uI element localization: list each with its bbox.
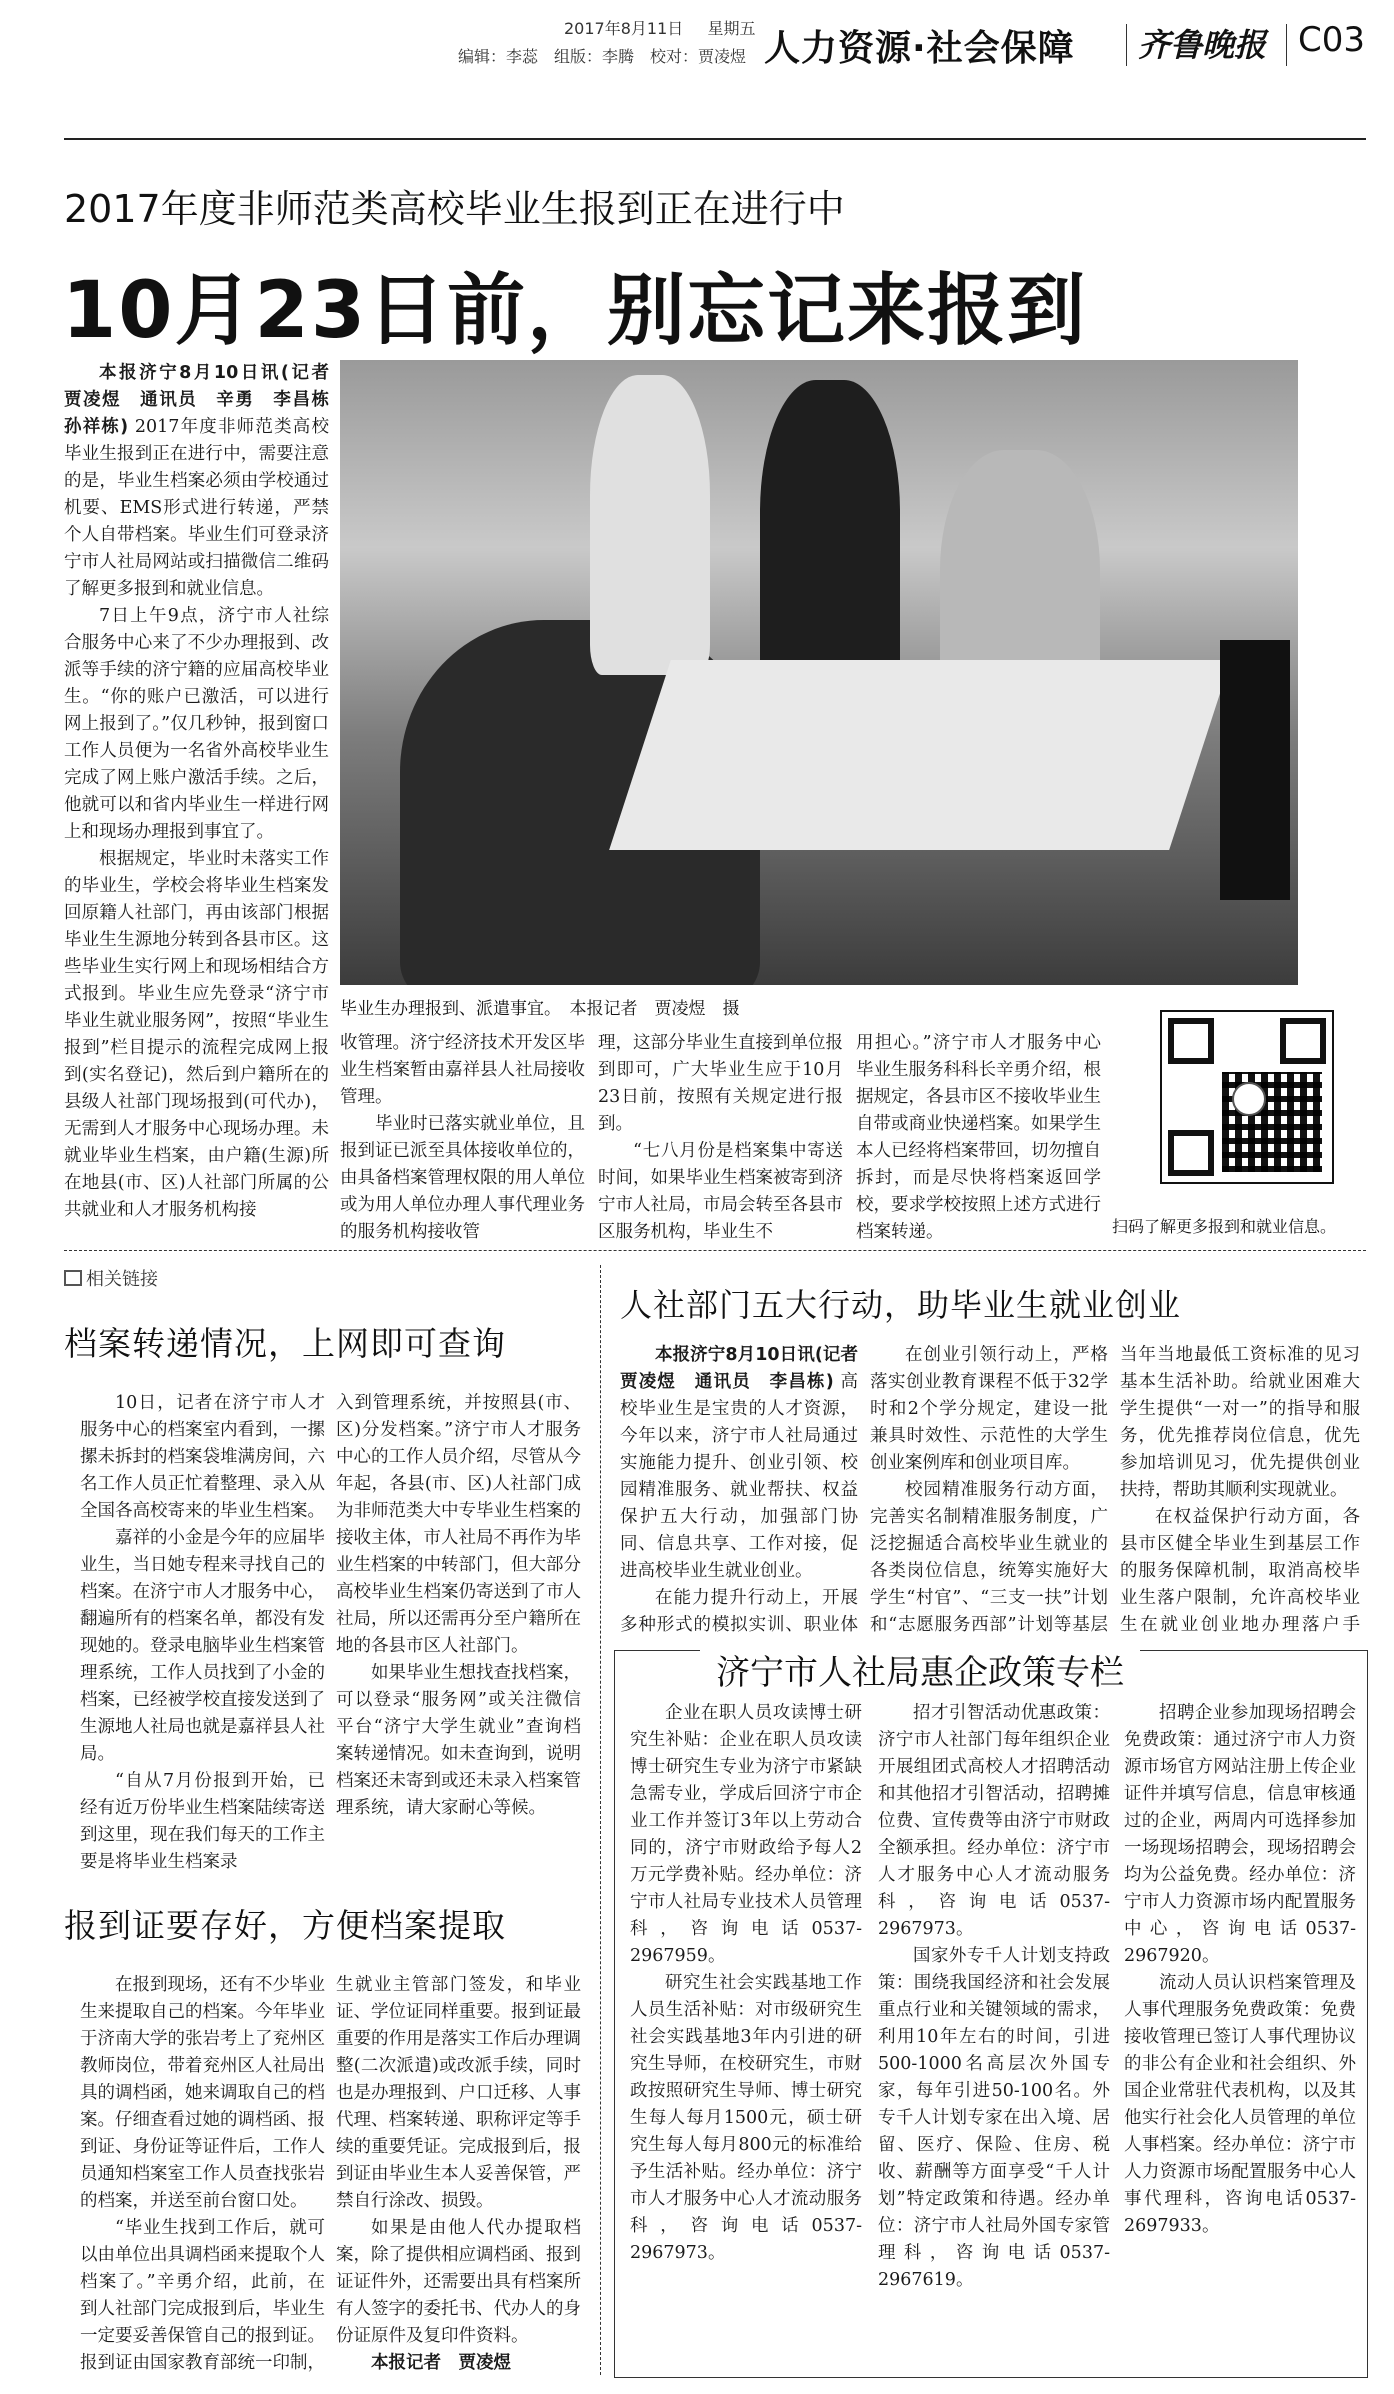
paragraph: 根据规定，毕业时未落实工作的毕业生，学校会将毕业生档案发回原籍人社部门，再由该部门根据毕业生生源地分转到各县市区。这些毕业生实行网上和现场相结合方式报到。毕业生应先登录“济宁市毕业生就业服务网”，按照“毕业生报到”栏目提示的流程完成网上报到(实名登记)，然后到户籍所在的县级人社部门现场报到(可代办)，无需到人才服务中心现场办理。未就业毕业生档案，由户籍(生源)所在地县(市、区)人社部门所属的公共就业和人才服务机构接 xyxy=(64,849,329,1220)
story1-column-2 xyxy=(336,1390,581,1890)
main-column-4 xyxy=(856,1030,1101,1300)
header-divider xyxy=(1286,24,1287,66)
main-column-2 xyxy=(340,1030,585,1300)
paragraph: “自从7月份报到开始，已经有近万份毕业生档案陆续寄送到这里，现在我们每天的工作主要是将毕业生档案录 xyxy=(80,1771,325,1872)
paragraph: 理，这部分毕业生直接到单位报到即可，广大毕业生应于10月23日前，按照有关规定进行报到。 xyxy=(598,1033,843,1134)
actions-column-3 xyxy=(1120,1342,1360,1642)
paragraph: 入到管理系统，并按照县(市、区)分发档案。”济宁市人才服务中心的工作人员介绍，尽管从今年起，各县(市、区)人社部门成为非师范类大中专毕业生档案的接收主体，市人社局不再作为毕业生档案的中转部门，但大部分高校毕业生档案仍寄送到了市人社局，所以还需再分至户籍所在地的各县市区人社部门。 xyxy=(336,1393,581,1656)
policy-title: 济宁市人社局惠企政策专栏 xyxy=(700,1645,1140,1694)
issue-weekday: 星期五 xyxy=(707,19,756,38)
related-tag-icon xyxy=(64,1270,82,1286)
paragraph: 企业在职人员攻读博士研究生补贴：企业在职人员攻读博士研究生专业为济宁市紧缺急需专业，学成后回济宁市企业工作并签订3年以上劳动合同的，济宁市财政给予每人2万元学费补贴。经办单位：济宁市人社局专业技术人员管理科，咨询电话0537-2967959。 xyxy=(630,1703,862,1966)
paragraph: 校园精准服务行动方面，完善实名制精准服务制度，广泛挖掘适合高校毕业生就业的各类岗位信息，统筹实施好大学生“村官”、“三支一扶”计划和“志愿服务西部”计划等基层 xyxy=(870,1480,1108,1635)
story2-byline: 本报记者 贾凌煜 xyxy=(371,2353,511,2372)
actions-byline: 本报济宁8月10日讯(记者 贾凌煜 通讯员 李昌栋) 高校毕业生是宝贵的人才资源，今年以来，济宁市人社局通过实施能力提升、创业引领、校园精准服务、就业帮扶、权益保护五大行动，加强部门协同、信息共享、工作对接，促进高校毕业生就业创业。 xyxy=(620,1345,858,1581)
paragraph: 招才引智活动优惠政策：济宁市人社部门每年组织企业开展组团式高校人才招聘活动和其他招才引智活动，招聘摊位费、宣传费等由济宁市财政全额承担。经办单位：济宁市人才服务中心人才流动服务科，咨询电话0537-2967973。 xyxy=(878,1703,1110,1939)
page-number: C03 xyxy=(1298,20,1366,60)
paper-logo: 齐鲁晚报 xyxy=(1138,26,1267,64)
paragraph: 在创业引领行动上，严格落实创业教育课程不低于32学时和2个学分规定，建设一批兼具时效性、示范性的大学生创业案例库和创业项目库。 xyxy=(870,1345,1108,1473)
qr-caption: 扫码了解更多报到和就业信息。 xyxy=(1112,1217,1337,1236)
main-column-1 xyxy=(64,360,329,1300)
paragraph: 7日上午9点，济宁市人社综合服务中心来了不少办理报到、改派等手续的济宁籍的应届高校毕业生。“你的账户已激活，可以进行网上报到了。”仅几秒钟，报到窗口工作人员便为一名省外高校毕业生完成了网上账户激活手续。之后，他就可以和省内毕业生一样进行网上和现场办理报到事宜了。 xyxy=(64,606,329,842)
paragraph: 在报到现场，还有不少毕业生来提取自己的档案。今年毕业于济南大学的张岩考上了兖州区教师岗位，带着兖州区人社局出具的调档函，她来调取自己的档案。仔细查看过她的调档函、报到证、身份证等证件后，工作人员通知档案室工作人员查找张岩的档案，并送至前台窗口处。 xyxy=(80,1975,325,2211)
policy-column-2 xyxy=(878,1700,1110,2370)
column-divider xyxy=(600,1265,601,2375)
actions-column-2 xyxy=(870,1342,1108,1642)
paragraph: 如果毕业生想找查找档案，可以登录“服务网”或关注微信平台“济宁大学生就业”查询档案转递情况。如未查询到，说明档案还未寄到或还未录入档案管理系统，请大家耐心等候。 xyxy=(336,1663,581,1818)
policy-column-1 xyxy=(630,1700,862,2370)
photo-caption: 毕业生办理报到、派遣事宜。 本报记者 贾凌煜 摄 xyxy=(340,999,740,1019)
photo-monitor xyxy=(1220,640,1290,900)
section-title: 人力资源·社会保障 xyxy=(764,28,1075,69)
policy-column-3 xyxy=(1124,1700,1356,2370)
paragraph: 毕业时已落实就业单位，且报到证已派至具体接收单位的，由具备档案管理权限的用人单位或为用人单位办理人事代理业务的服务机构接收管 xyxy=(340,1114,585,1242)
paragraph: 在能力提升行动上，开展多种形式的模拟实训、职业体 xyxy=(620,1588,858,1635)
news-photo xyxy=(340,360,1298,985)
paragraph: 研究生社会实践基地工作人员生活补贴：对市级研究生社会实践基地3年内引进的研究生导师，在校研究生，市财政按照研究生导师、博士研究生每人每月1500元，硕士研究生每人每月800元的标准给予生活补贴。经办单位：济宁市人才服务中心人才流动服务科，咨询电话0537-2967973。 xyxy=(630,1973,862,2263)
main-column-3 xyxy=(598,1030,843,1300)
paragraph: 用担心。”济宁市人才服务中心毕业生服务科科长辛勇介绍，根据规定，各县市区不接收毕业生自带或商业快递档案。如果学生本人已经将档案带回，切勿擅自拆封，而是尽快将档案返回学校，要求学校按照上述方式进行档案转递。 xyxy=(856,1033,1101,1242)
qr-finder xyxy=(1168,1130,1214,1176)
story2-column-2 xyxy=(336,1972,581,2372)
paragraph: 当年当地最低工资标准的见习基本生活补助。给就业困难大学生提供“一对一”的指导和服务，优先推荐岗位信息，优先参加培训见习，优先提供创业扶持，帮助其顺利实现就业。 xyxy=(1120,1345,1360,1500)
qr-code[interactable] xyxy=(1160,1010,1334,1184)
story2-column-1 xyxy=(80,1972,325,2372)
paragraph: 招聘企业参加现场招聘会免费政策：通过济宁市人力资源市场官方网站注册上传企业证件并填写信息，信息审核通过的企业，两周内可选择参加一场现场招聘会，现场招聘会均为公益免费。经办单位：济宁市人力资源市场内配置服务中心，咨询电话0537-2967920。 xyxy=(1124,1703,1356,1966)
qr-center-logo xyxy=(1232,1082,1266,1116)
story2-title: 报到证要存好，方便档案提取 xyxy=(64,1906,506,1945)
paragraph: 10日，记者在济宁市人才服务中心的档案室内看到，一摞摞未拆封的档案袋堆满房间，六名工作人员正忙着整理、录入从全国各高校寄来的毕业生档案。 xyxy=(80,1393,325,1521)
paragraph: 嘉祥的小金是今年的应届毕业生，当日她专程来寻找自己的档案。在济宁市人才服务中心，翻遍所有的档案名单，都没有发现她的。登录电脑毕业生档案管理系统，工作人员找到了小金的档案，已经被学校直接发送到了生源地人社局也就是嘉祥县人社局。 xyxy=(80,1528,325,1764)
paragraph: “毕业生找到工作后，就可以由单位出具调档函来提取个人档案了。”辛勇介绍，此前，在到人社部门完成报到后，毕业生一定要妥善保管自己的报到证。报到证由国家教育部统一印制， xyxy=(80,2218,325,2372)
actions-title: 人社部门五大行动，助毕业生就业创业 xyxy=(620,1286,1182,1324)
main-byline: 本报济宁8月10日讯(记者 贾凌煜 通讯员 辛勇 李昌栋 孙祥栋) 2017年度非师范类高校毕业生报到正在进行中，需要注意的是，毕业生档案必须由学校通过机要、EMS形式进行转递，严禁个人自带档案。毕业生们可登录济宁市人社局网站或扫描微信二维码了解更多报到和就业信息。 xyxy=(64,363,329,599)
story1-title: 档案转递情况，上网即可查询 xyxy=(64,1324,506,1363)
main-headline: 10月23日前，别忘记来报到 xyxy=(62,266,1088,356)
paragraph: 收管理。济宁经济技术开发区毕业生档案暂由嘉祥县人社局接收管理。 xyxy=(340,1033,585,1107)
paragraph: 在权益保护行动方面，各县市区健全毕业生到基层工作的服务保障机制，取消高校毕业生落户限制，允许高校毕业生在就业创业地办理落户手 xyxy=(1120,1507,1360,1635)
related-tag: 相关链接 xyxy=(64,1265,158,1291)
header-divider xyxy=(1126,24,1127,66)
section-rule xyxy=(64,1250,1366,1251)
header-credits: 编辑：李蕊 组版：李腾 校对：贾凌煜 xyxy=(458,47,747,66)
header-rule xyxy=(64,138,1366,140)
paragraph: 如果是由他人代办提取档案，除了提供相应调档函、报到证证件外，还需要出具有档案所有人签字的委托书、代办人的身份证原件及复印件资料。 xyxy=(336,2218,581,2346)
actions-column-1 xyxy=(620,1342,858,1642)
paragraph: 国家外专千人计划支持政策：围绕我国经济和社会发展重点行业和关键领域的需求，利用10年左右的时间，引进500-1000名高层次外国专家，每年引进50-100名。外专千人计划专家在出入境、居留、医疗、保险、住房、税收、薪酬等方面享受“千人计划”特定政策和待遇。经办单位：济宁市人社局外国专家管理科，咨询电话0537-2967619。 xyxy=(878,1946,1110,2290)
header-date xyxy=(564,16,755,39)
main-kicker: 2017年度非师范类高校毕业生报到正在进行中 xyxy=(64,187,845,231)
photo-figure xyxy=(590,375,710,675)
paragraph: 生就业主管部门签发，和毕业证、学位证同样重要。报到证最重要的作用是落实工作后办理调整(二次派遣)或改派手续，同时也是办理报到、户口迁移、人事代理、档案转递、职称评定等手续的重要凭证。完成报到后，报到证由毕业生本人妥善保管，严禁自行涂改、损毁。 xyxy=(336,1975,581,2211)
story1-column-1 xyxy=(80,1390,325,1890)
qr-finder xyxy=(1168,1018,1214,1064)
issue-date: 2017年8月11日 xyxy=(564,19,684,38)
photo-desk xyxy=(609,660,1231,850)
paragraph: “七八月份是档案集中寄送时间，如果毕业生档案被寄到济宁市人社局，市局会转至各县市区服务机构，毕业生不 xyxy=(598,1141,843,1242)
qr-finder xyxy=(1280,1018,1326,1064)
paragraph: 流动人员认识档案管理及人事代理服务免费政策：免费接收管理已签订人事代理协议的非公有企业和社会组织、外国企业常驻代表机构，以及其他实行社会化人员管理的单位人事档案。经办单位：济宁市人力资源市场配置服务中心人事代理科，咨询电话0537-2697933。 xyxy=(1124,1973,1356,2236)
